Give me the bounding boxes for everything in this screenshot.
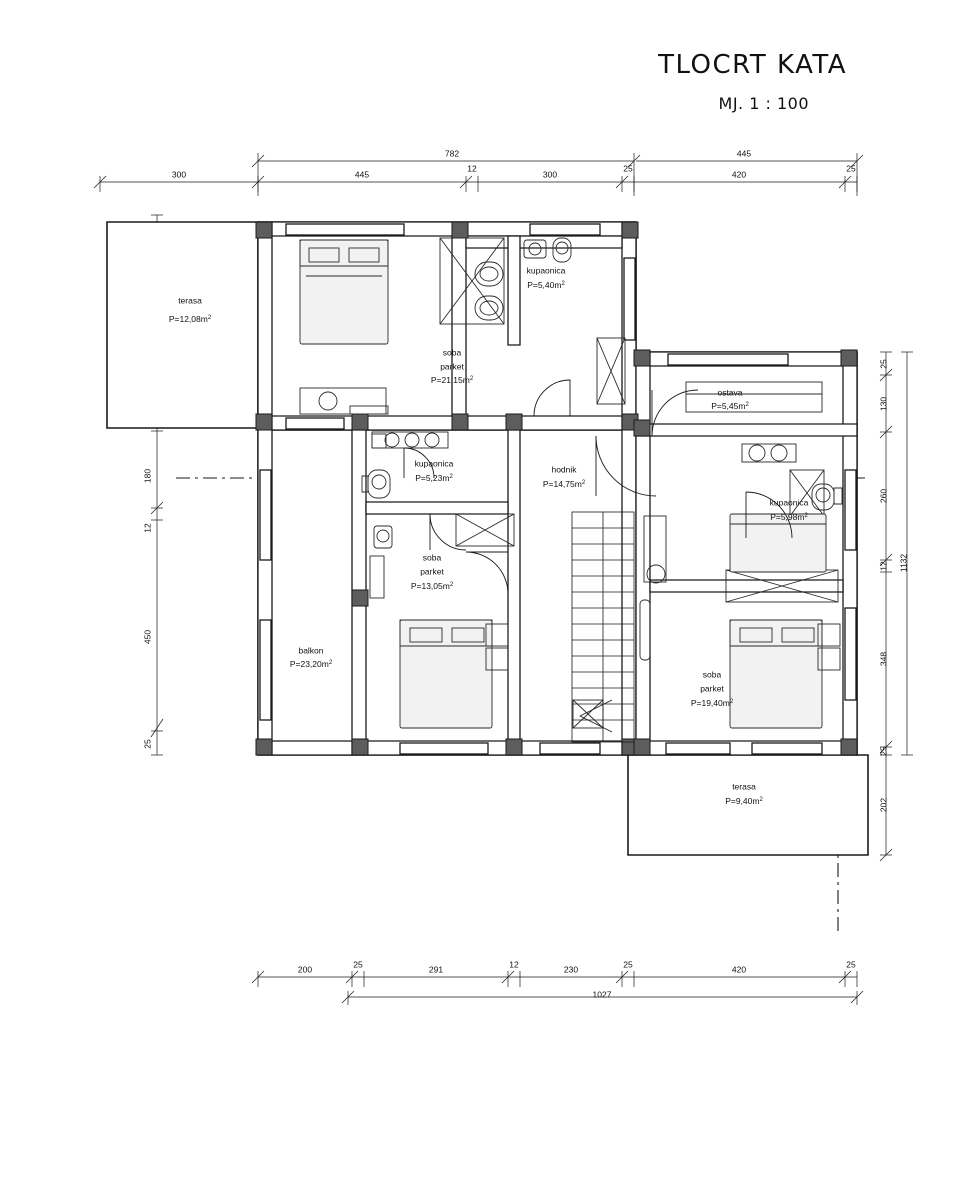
dimension-chain-right xyxy=(878,352,913,861)
dim-left-6: 25 xyxy=(142,739,153,749)
room-label-terasa-top-area: $P=12,08m^2$ xyxy=(168,314,212,325)
dim-bottom-5: 25 xyxy=(623,959,633,970)
dim-bottom-0: 200 xyxy=(297,964,313,975)
room-label-terasa-bottom-name: terasa xyxy=(732,781,756,792)
dimension-chain-top-inner xyxy=(94,163,857,192)
dim-bottom-6: 420 xyxy=(731,964,747,975)
dim-right-5: 25 xyxy=(878,746,889,756)
dim-right-3: 12 xyxy=(878,561,889,571)
room-label-hodnik-name: hodnik xyxy=(551,464,577,475)
dim-bottom-3: 12 xyxy=(509,959,519,970)
furniture-bed-right-upper xyxy=(730,514,826,572)
room-label-soba-mid-sub: parket xyxy=(420,566,444,577)
furniture-bed-mid xyxy=(400,620,508,728)
room-label-terasa-top-name: terasa xyxy=(178,295,202,306)
room-label-terasa-bottom-area: $P=9,40m^2$ xyxy=(725,796,763,807)
dim-left-5: 450 xyxy=(142,629,153,645)
room-label-soba-right-area: $P=19,40m^2$ xyxy=(690,698,734,709)
room-label-kupaonica-right-area: $P=5,98m^2$ xyxy=(770,512,808,523)
dim-bottom-4: 230 xyxy=(563,964,579,975)
dim-bottom-2: 291 xyxy=(428,964,444,975)
room-label-kupaonica-mid-area: $P=5,23m^2$ xyxy=(415,473,453,484)
dim-right-2: 260 xyxy=(878,488,889,504)
dim-top-inner-3: 300 xyxy=(542,169,558,180)
dim-top-inner-2: 12 xyxy=(467,163,477,174)
room-label-hodnik-area: $P=14,75m^2$ xyxy=(542,479,586,490)
dim-bottom-7: 25 xyxy=(846,959,856,970)
dim-top-inner-1: 445 xyxy=(354,169,370,180)
dim-right-1: 130 xyxy=(878,396,889,412)
furniture-bed-top xyxy=(300,240,388,344)
room-label-ostava-area: $P=5,45m^2$ xyxy=(711,401,749,412)
dim-top-inner-6: 25 xyxy=(846,163,856,174)
room-label-soba-top-sub: parket xyxy=(440,361,464,372)
dim-top-outer-0: 782 xyxy=(444,148,460,159)
dim-bottom-1: 25 xyxy=(353,959,363,970)
room-label-soba-top-name: soba xyxy=(442,347,462,358)
dimension-chain-bottom xyxy=(252,959,863,1005)
room-label-soba-right-name: soba xyxy=(702,669,722,680)
room-label-soba-mid-name: soba xyxy=(422,552,442,563)
room-label-balkon-name: balkon xyxy=(298,645,324,656)
room-label-ostava-name: ostava xyxy=(717,387,743,398)
room-label-soba-top-area: $P=21,15m^2$ xyxy=(430,375,474,386)
room-label-balkon-area: $P=23,20m^2$ xyxy=(289,659,333,670)
dim-top-inner-4: 25 xyxy=(623,163,633,174)
dimension-chain-top-outer xyxy=(252,148,863,196)
room-label-soba-right-sub: parket xyxy=(700,683,724,694)
room-label-soba-mid-area: $P=13,05m^2$ xyxy=(410,581,454,592)
dim-top-inner-5: 420 xyxy=(731,169,747,180)
dim-left-3: 180 xyxy=(142,468,153,484)
dim-top-inner-0: 300 xyxy=(171,169,187,180)
dim-right-0: 25 xyxy=(878,359,889,369)
dim-top-outer-1: 445 xyxy=(736,148,752,159)
dim-right-total: 1132 xyxy=(898,553,909,573)
room-label-kupaonica-top-area: $P=5,40m^2$ xyxy=(527,280,565,291)
room-label-kupaonica-top-name: kupaonica xyxy=(526,265,566,276)
dim-left-4: 12 xyxy=(142,523,153,533)
dim-bottom-total: 1027 xyxy=(592,989,612,1000)
room-label-kupaonica-mid-name: kupaonica xyxy=(414,458,454,469)
dim-right-6: 202 xyxy=(878,797,889,813)
scale-label: MJ. 1 : 100 xyxy=(718,94,809,113)
room-label-kupaonica-right-name: kupaonica xyxy=(769,497,809,508)
dim-right-4: 348 xyxy=(878,651,889,667)
page-title: TLOCRT KATA xyxy=(658,50,847,80)
